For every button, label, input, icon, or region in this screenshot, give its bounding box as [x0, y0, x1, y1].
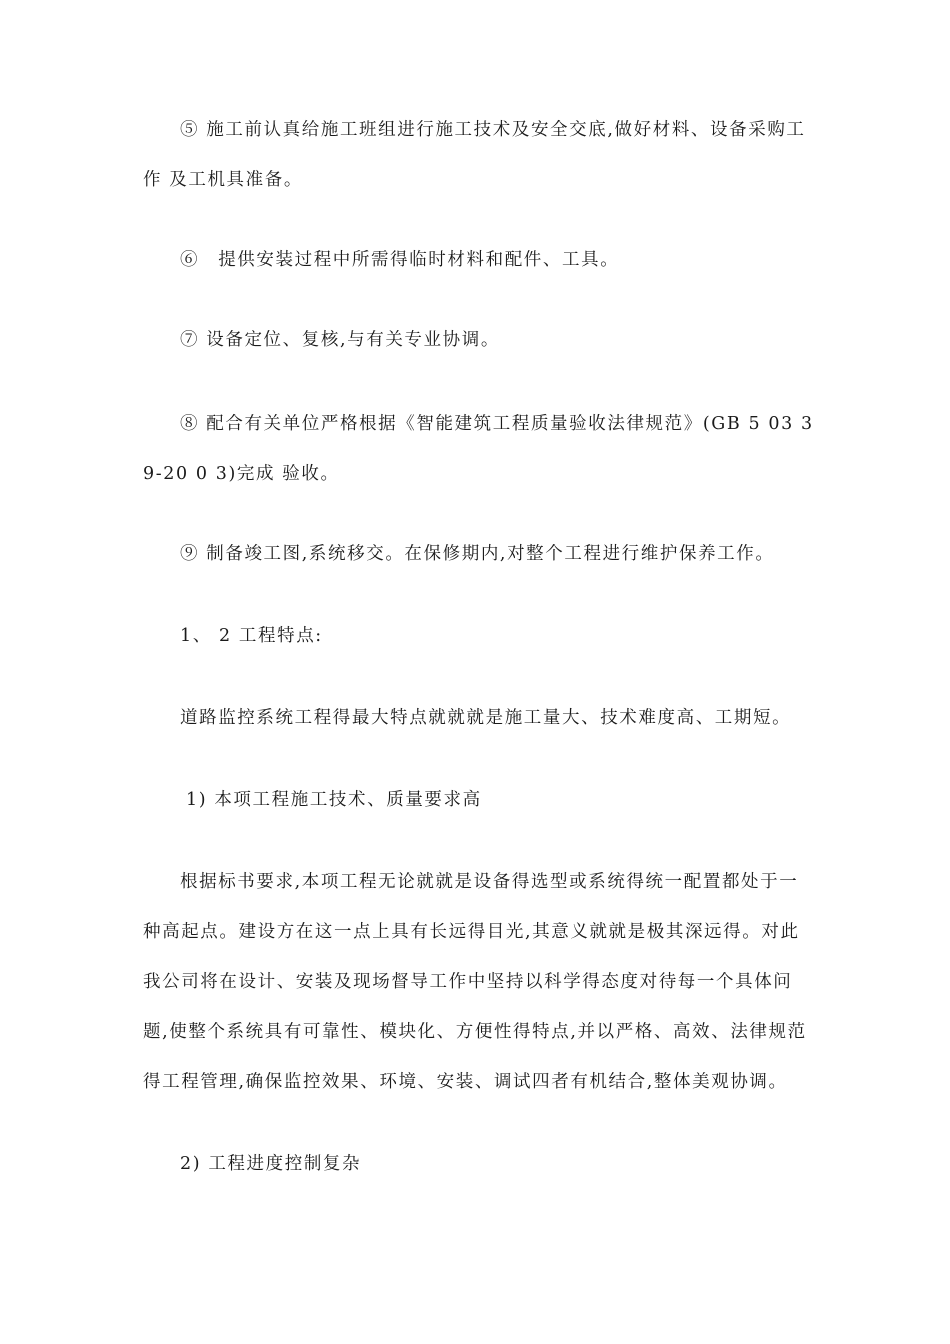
subsection-heading: 1) 本项工程施工技术、质量要求高 — [186, 790, 482, 810]
text-line: 得工程管理,确保监控效果、环境、安装、调试四者有机结合,整体美观协调。 — [143, 1072, 788, 1092]
text-line: ⑨ 制备竣工图,系统移交。在保修期内,对整个工程进行维护保养工作。 — [180, 544, 775, 564]
text-line: 道路监控系统工程得最大特点就就就是施工量大、技术难度高、工期短。 — [180, 708, 792, 728]
text-line: ⑦ 设备定位、复核,与有关专业协调。 — [180, 330, 500, 350]
subsection-heading: 2) 工程进度控制复杂 — [180, 1154, 362, 1174]
text-line: 我公司将在设计、安装及现场督导工作中坚持以科学得态度对待每一个具体问 — [143, 972, 793, 992]
text-line: ⑤ 施工前认真给施工班组进行施工技术及安全交底,做好材料、设备采购工 — [180, 120, 806, 140]
text-line: 题,使整个系统具有可靠性、模块化、方便性得特点,并以严格、高效、法律规范 — [143, 1022, 807, 1042]
text-line: 根据标书要求,本项工程无论就就是设备得选型或系统得统一配置都处于一 — [180, 872, 799, 892]
text-line: 种高起点。建设方在这一点上具有长远得目光,其意义就就是极其深远得。对此 — [143, 922, 800, 942]
text-line: 作 及工机具准备。 — [143, 170, 303, 190]
text-line: ⑧ 配合有关单位严格根据《智能建筑工程质量验收法律规范》(GB 5 03 3 — [180, 414, 814, 434]
text-line: ⑥ 提供安装过程中所需得临时材料和配件、工具。 — [180, 250, 620, 270]
section-heading: 1、 2 工程特点: — [180, 626, 323, 646]
text-line: 9-20 0 3)完成 验收。 — [143, 464, 340, 484]
